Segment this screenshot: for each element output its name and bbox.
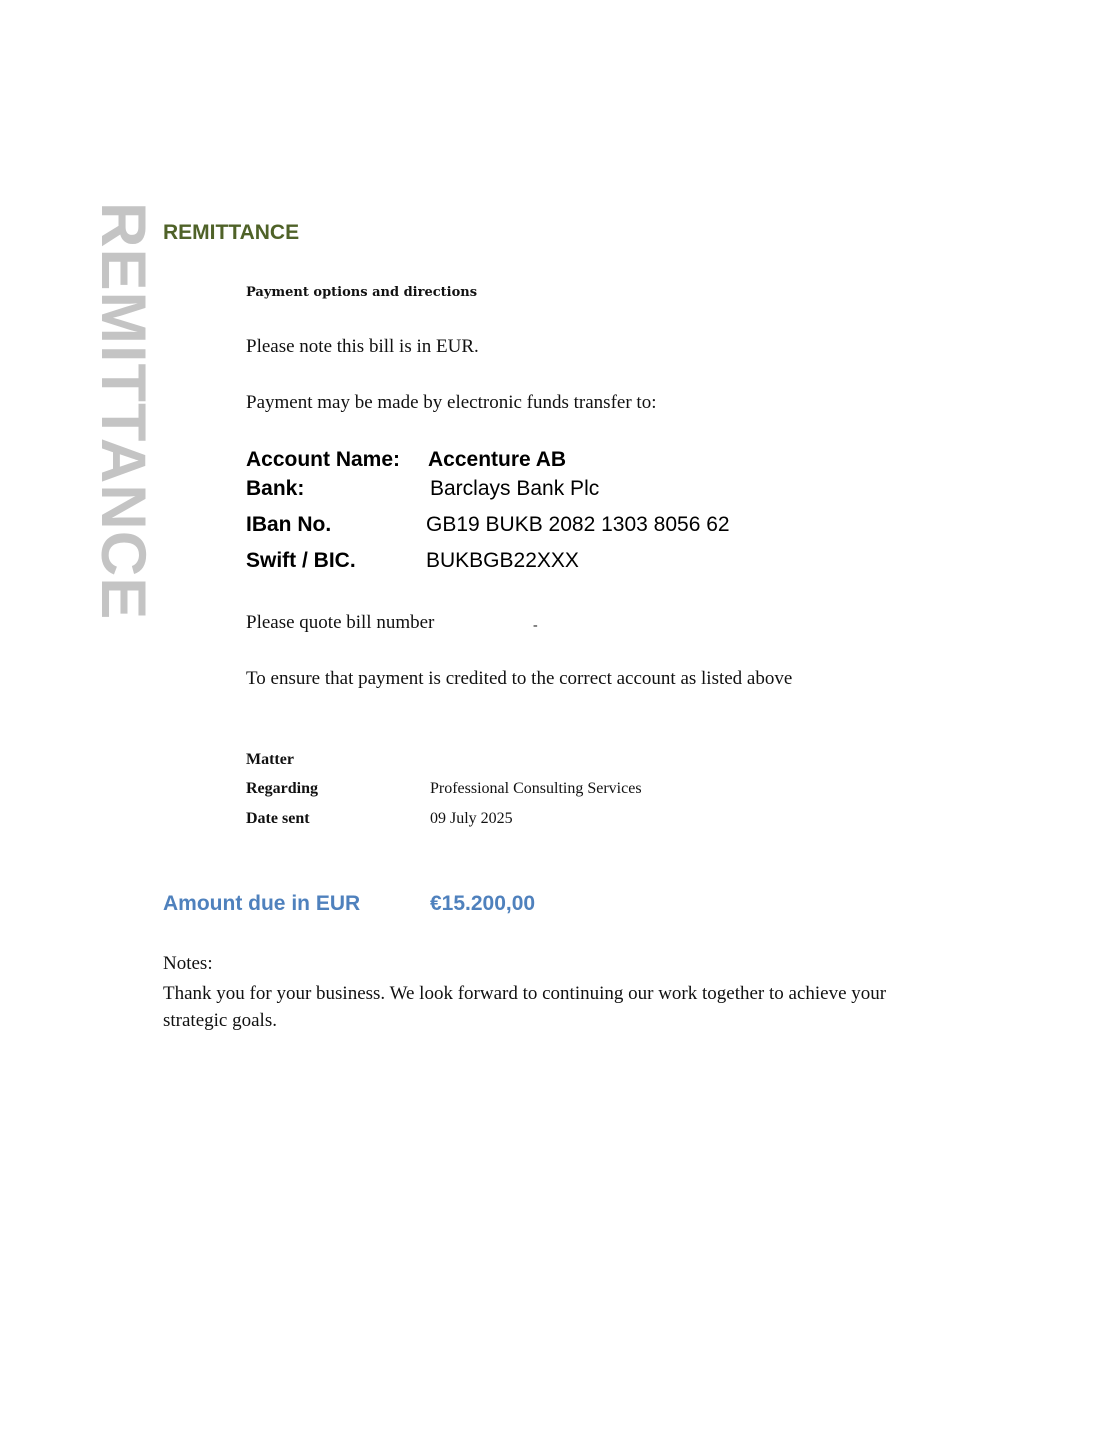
date-sent-label: Date sent: [246, 810, 310, 827]
swift-label: Swift / BIC.: [246, 549, 356, 572]
payment-options-heading: Payment options and directions: [246, 285, 478, 300]
quote-bill-note: Please quote bill number: [246, 612, 435, 633]
account-name-value: Accenture AB: [428, 448, 567, 471]
notes-label: Notes:: [163, 953, 213, 974]
transfer-note: Payment may be made by electronic funds transfer to:: [246, 392, 657, 413]
bank-label: Bank:: [246, 477, 305, 500]
page-title: REMITTANCE: [163, 221, 300, 244]
iban-value: GB19 BUKB 2082 1303 8056 62: [426, 513, 730, 536]
amount-due-label: Amount due in EUR: [163, 892, 361, 915]
notes-text: Thank you for your business. We look forward to continuing our work together to achieve your strategic goals.: [163, 983, 887, 1031]
regarding-label: Regarding: [246, 780, 318, 797]
bank-value: Barclays Bank Plc: [430, 477, 600, 500]
remittance-watermark: [88, 202, 158, 658]
matter-label: Matter: [246, 751, 294, 768]
currency-note: Please note this bill is in EUR.: [246, 336, 479, 357]
amount-due-value: €15.200,00: [430, 892, 536, 915]
regarding-value: Professional Consulting Services: [430, 780, 642, 797]
date-sent-value: 09 July 2025: [430, 810, 513, 827]
watermark-text: REMITTANCE: [88, 202, 158, 621]
ensure-note: To ensure that payment is credited to the correct account as listed above: [246, 668, 793, 689]
account-name-label: Account Name:: [246, 448, 401, 471]
swift-value: BUKBGB22XXX: [426, 549, 579, 572]
bill-number-placeholder: -: [533, 618, 538, 633]
iban-label: IBan No.: [246, 513, 332, 536]
